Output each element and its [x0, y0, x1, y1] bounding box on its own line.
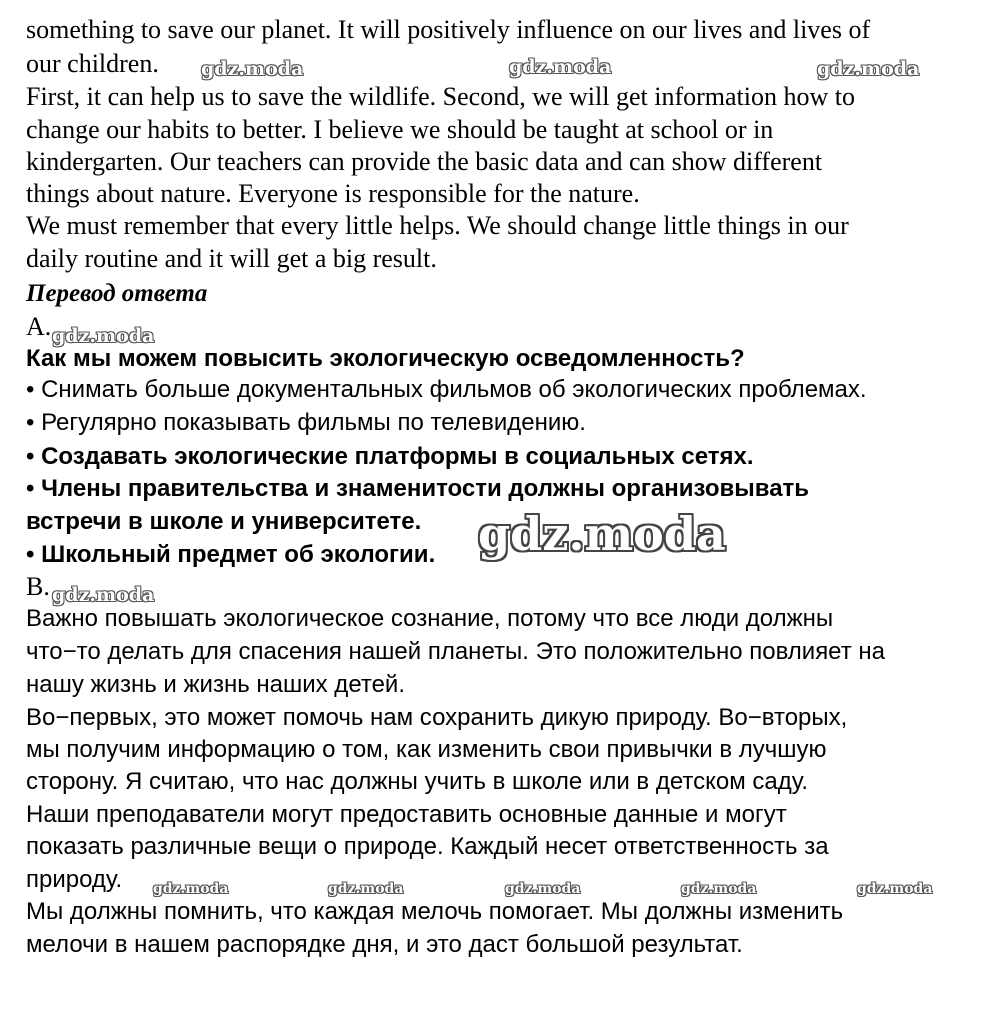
- paragraph-line: мы получим информацию о том, как изменить свои привычки в лучшую: [26, 736, 827, 763]
- english-line: daily routine and it will get a big result.: [26, 244, 437, 273]
- watermark: gdz.moda: [505, 881, 581, 897]
- paragraph-line: Наши преподаватели могут предоставить основные данные и могут: [26, 801, 787, 828]
- paragraph-line: сторону. Я считаю, что нас должны учить в школе или в детском саду.: [26, 768, 809, 795]
- watermark: gdz.moda: [153, 881, 229, 897]
- bullet-item: • Снимать больше документальных фильмов об экологических проблемах.: [26, 376, 867, 403]
- bullet-item: • Члены правительства и знаменитости должны организовывать: [26, 475, 810, 502]
- watermark: gdz.moda: [328, 881, 404, 897]
- paragraph-line: что−то делать для спасения нашей планеты. Это положительно повлияет на: [26, 638, 885, 665]
- watermark: gdz.moda: [52, 584, 155, 606]
- english-line: We must remember that every little helps. We should change little things in our: [26, 211, 849, 240]
- bullet-item-continuation: встречи в школе и университете.: [26, 508, 422, 535]
- section-b-label: B.: [26, 572, 50, 601]
- paragraph-line: Мы должны помнить, что каждая мелочь помогает. Мы должны изменить: [26, 898, 844, 925]
- english-line: things about nature. Everyone is responsible for the nature.: [26, 179, 640, 208]
- english-line: kindergarten. Our teachers can provide the basic data and can show different: [26, 147, 823, 176]
- watermark: gdz.moda: [817, 58, 920, 80]
- section-a-label: A.: [26, 312, 52, 341]
- paragraph-line: Во−первых, это может помочь нам сохранить дикую природу. Во−вторых,: [26, 704, 848, 731]
- watermark: gdz.moda: [509, 56, 612, 78]
- translation-heading: Перевод ответа: [26, 280, 208, 307]
- paragraph-line: природу.: [26, 866, 123, 893]
- bullet-item: • Регулярно показывать фильмы по телевидению.: [26, 409, 586, 436]
- bullet-item: • Школьный предмет об экологии.: [26, 541, 436, 568]
- paragraph-line: нашу жизнь и жизнь наших детей.: [26, 671, 406, 698]
- watermark: gdz.moda: [201, 58, 304, 80]
- watermark: gdz.moda: [478, 507, 726, 561]
- paragraph-line: показать различные вещи о природе. Каждый несет ответственность за: [26, 833, 829, 860]
- english-line: something to save our planet. It will positively influence on our lives and lives of: [26, 15, 871, 44]
- watermark: gdz.moda: [857, 881, 933, 897]
- english-line: change our habits to better. I believe we should be taught at school or in: [26, 115, 774, 144]
- watermark: gdz.moda: [681, 881, 757, 897]
- english-line: our children.: [26, 49, 159, 78]
- paragraph-line: Важно повышать экологическое сознание, потому что все люди должны: [26, 605, 834, 632]
- english-line: First, it can help us to save the wildlife. Second, we will get information how to: [26, 82, 855, 111]
- paragraph-line: мелочи в нашем распорядке дня, и это даст большой результат.: [26, 931, 743, 958]
- bullet-item: • Создавать экологические платформы в социальных сетях.: [26, 443, 754, 470]
- question-heading: Как мы можем повысить экологическую осведомленность?: [26, 345, 745, 372]
- watermark: gdz.moda: [52, 325, 155, 347]
